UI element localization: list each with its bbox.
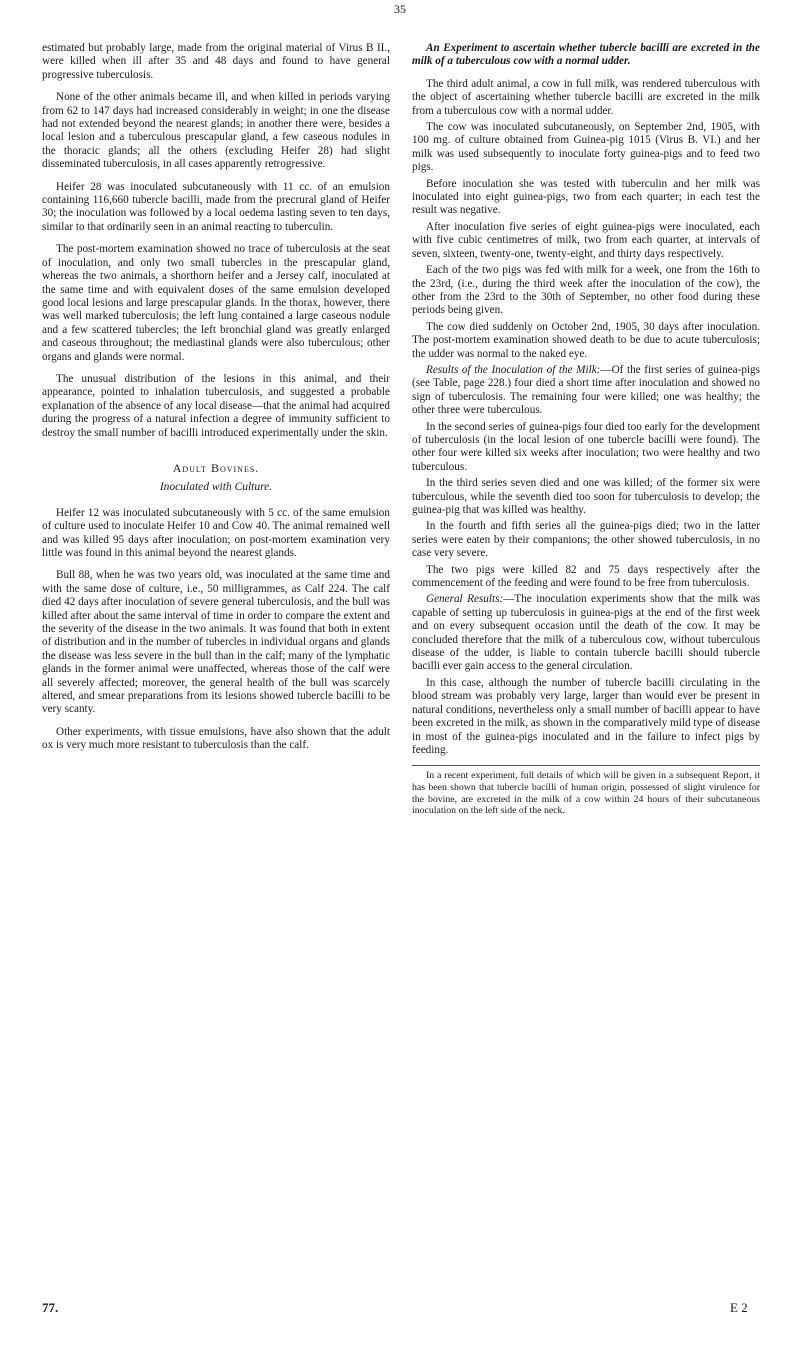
general-results-paragraph bbox=[412, 593, 760, 673]
paragraph: Heifer 28 was inoculated subcutaneously with 11 cc. of an emulsion containing 116,660 tubercle bacilli, made from the precrural gland of Heifer 30; the inoculation was followed by a local oedema lasting seven to ten days, similar to that ordinarily seen in an animal reacting to tuberculin. bbox=[42, 180, 390, 233]
page-number: 35 bbox=[394, 2, 406, 16]
run-in-label: Results of the Inoculation of the Milk: bbox=[426, 363, 601, 376]
footer-left: 77. bbox=[42, 1300, 59, 1315]
footer-right: E 2 bbox=[730, 1300, 748, 1315]
paragraph: In this case, although the number of tubercle bacilli circulating in the blood stream was probably very large, larger than would ever be present in natural conditions, nevertheless only a small number of bacilli appear to have been excreted in the milk, as shown in the comparatively mild type of disease in most of the guinea-pigs inoculated and in the failure to infect pigs by feeding. bbox=[412, 676, 760, 756]
footnote: In a recent experiment, full details of which will be given in a subsequent Report, it has been shown that tubercle bacilli of human origin, possessed of slight virulence for the bovine, are excreted in the milk of a cow within 24 hours of their subcutaneous inoculation on the left side of the neck. bbox=[412, 770, 760, 817]
footnote-divider bbox=[412, 765, 760, 766]
section-heading: Adult Bovines. bbox=[172, 460, 260, 475]
right-column bbox=[412, 42, 760, 826]
paragraph: Before inoculation she was tested with tuberculin and her milk was inoculated into eight guinea-pigs, two from each quarter; in each test the result was negative. bbox=[412, 177, 760, 217]
paragraph: Bull 88, when he was two years old, was inoculated at the same time and with the same dose of culture, i.e., 50 milligrammes, as Calf 224. The calf died 42 days after inoculation of severe general tuberculosis, and the bull was killed after about the same interval of time in order to compare the extent and the severity of the disease in the two animals. It was found that both in extent of distribution and in the number of tubercles in individual organs and glands the disease was less severe in the bull than in the calf; many of the lymphatic glands in the former animal were unaffected, whereas those of the calf were all severely affected; moreover, the general health of the bull was scarcely altered, and smear preparations from its lesions showed tubercle bacilli to be very scanty. bbox=[42, 569, 390, 716]
paragraph: The cow died suddenly on October 2nd, 1905, 30 days after inoculation. The post-mortem examination showed death to be due to acute tuberculosis; the udder was normal to the naked eye. bbox=[412, 320, 760, 360]
section-subheading: Inoculated with Culture. bbox=[159, 481, 273, 494]
paragraph: After inoculation five series of eight guinea-pigs were inoculated, each with five cubic centimetres of milk, two from each quarter, at intervals of seven, sixteen, twenty-one, twenty-eight, and thirty days respectively. bbox=[412, 220, 760, 260]
paragraph: In the second series of guinea-pigs four died too early for the development of tuberculosis (in the local lesion of one tubercle bacilli were found). The other four were killed six weeks after inoculation; two were healthy and two tuberculous. bbox=[412, 420, 760, 473]
paragraph: Other experiments, with tissue emulsions, have also shown that the adult ox is very much more resistant to tuberculosis than the calf. bbox=[42, 725, 390, 752]
paragraph: The cow was inoculated subcutaneously, on September 2nd, 1905, with 100 mg. of culture obtained from Guinea-pig 1015 (Virus B. VI.) and her milk was used subsequently to inoculate forty guinea-pigs and to feed two pigs. bbox=[412, 121, 760, 174]
left-column bbox=[42, 42, 390, 762]
paragraph: Each of the two pigs was fed with milk for a week, one from the 16th to the 23rd, (i.e., during the third week after the inoculation of the cow), the other from the 23rd to the 30th of September, no other food during these periods being given. bbox=[412, 264, 760, 317]
paragraph: estimated but probably large, made from the original material of Virus B II., were killed when ill after 35 and 48 days and found to have general progressive tuberculosis. bbox=[42, 42, 390, 81]
paragraph-text: —The inoculation experiments show that the milk was capable of setting up tuberculosis in guinea-pigs at the end of the first week and on every subsequent occasion until the death of the cow. It may be concluded therefore that the milk of a tuberculous cow, without tuberculous disease of the udder, is liable to contain tubercle bacilli should tubercle bacilli ever gain access to the general circulation. bbox=[412, 593, 760, 673]
paragraph: In the fourth and fifth series all the guinea-pigs died; two in the latter series were eaten by their companions; the other showed tuberculosis, in no case very severe. bbox=[412, 520, 760, 560]
paragraph: None of the other animals became ill, and when killed in periods varying from 62 to 147 days had increased considerably in weight; in one the disease had not extended beyond the nearest glands; in another there were, besides a local lesion and a tuberculous prescapular gland, a few caseous nodules in the thoracic glands; all the others (excluding Heifer 28) had slight disseminated tuberculosis, in all cases apparently retrogressive. bbox=[42, 91, 390, 171]
paragraph: The third adult animal, a cow in full milk, was rendered tuberculous with the object of ascertaining whether tubercle bacilli are excreted in the milk from a tuberculous cow with a normal udder. bbox=[412, 77, 760, 117]
run-in-label: General Results: bbox=[426, 593, 504, 606]
paragraph-text: —Of the first series of guinea-pigs (see Table, page 228.) four died a short time after inoculation and showed no sign of tuberculosis. The remaining four were killed; one was healthy; the other three were tuberculous. bbox=[412, 363, 760, 417]
paragraph: The two pigs were killed 82 and 75 days respectively after the commencement of the feeding and were found to be free from tuberculosis. bbox=[412, 563, 760, 590]
paragraph: The unusual distribution of the lesions in this animal, and their appearance, pointed to inhalation tuberculosis, and suggested a probable explanation of the absence of any local disease—that the animal had acquired during the progress of a natural infection a degree of immunity sufficient to destroy the small number of bacilli introduced experimentally under the skin. bbox=[42, 372, 390, 439]
results-paragraph bbox=[412, 364, 760, 418]
paragraph: The post-mortem examination showed no trace of tuberculosis at the seat of inoculation, and only two small tubercles in the prescapular gland, whereas the two animals, a shorthorn heifer and a Jersey calf, inoculated at the same time and with equivalent doses of the same emulsion developed good local lesions and large prescapular glands. In the thorax, however, there was well marked tuberculosis; the left lung contained a large caseous nodule and a few scattered tubercles; the left bronchial gland was greatly enlarged and caseous throughout; the mediastinal glands were also tuberculous; other organs and glands were normal. bbox=[42, 243, 390, 363]
paragraph: In the third series seven died and one was killed; of the former six were tuberculous, while the seventh died too soon for tuberculosis to develop; the guinea-pig that was killed was healthy. bbox=[412, 477, 760, 516]
experiment-heading: An Experiment to ascertain whether tubercle bacilli are excreted in the milk of a tuberculous cow with a normal udder. bbox=[412, 42, 760, 68]
paragraph: Heifer 12 was inoculated subcutaneously with 5 cc. of the same emulsion of culture used to inoculate Heifer 10 and Cow 40. The animal remained well and was killed 95 days after inoculation; on post-mortem examination very little was found in this animal beyond the nearest glands. bbox=[42, 506, 390, 559]
